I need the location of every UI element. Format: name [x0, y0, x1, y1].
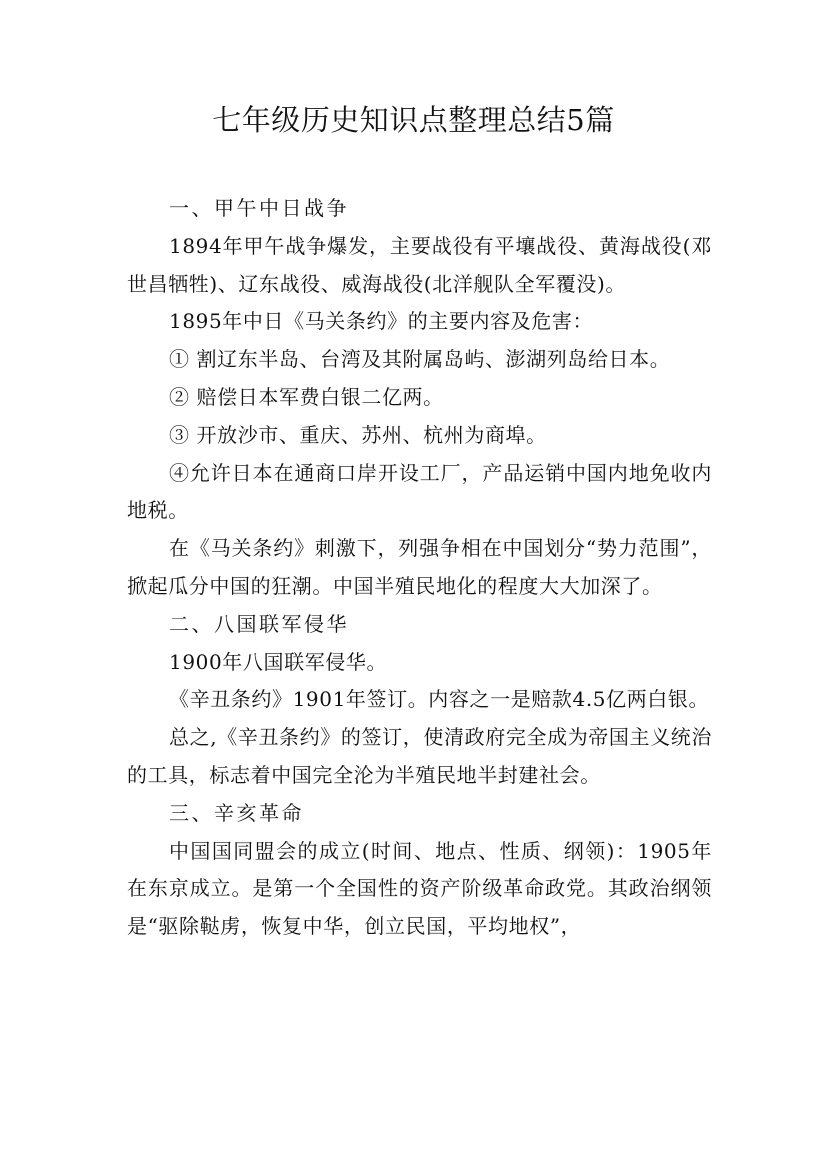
section-heading-3: 三、辛亥革命 — [169, 800, 304, 825]
list-item: ① 割辽东半岛、台湾及其附属岛屿、澎湖列岛给日本。 — [169, 347, 671, 372]
paragraph: 1895年中日《马关条约》的主要内容及危害： — [169, 309, 594, 334]
paragraph: 《辛丑条约》1901年签订。内容之一是赔款4.5亿两白银。 — [169, 687, 710, 712]
paragraph: 1900年八国联军侵华。 — [169, 649, 388, 674]
paragraph: 中国国同盟会的成立(时间、地点、性质、纲领)：1905年在东京成立。是第一个全国性的资产阶级革命政党。其政治纲领是“驱除鞑虏，恢复中华，创立民国，平均地权”， — [127, 838, 712, 939]
paragraph: 总之,《辛丑条约》的签订，使清政府完全成为帝国主义统治的工具，标志着中国完全沦为半殖民地半封建社会。 — [127, 725, 712, 787]
list-item: ③ 开放沙市、重庆、苏州、杭州为商埠。 — [169, 422, 547, 447]
document-title: 七年级历史知识点整理总结5篇 — [212, 103, 615, 137]
document-body — [127, 190, 712, 946]
section-heading-1: 一、甲午中日战争 — [169, 196, 349, 220]
section-heading-2: 二、八国联军侵华 — [169, 611, 349, 636]
list-item: ② 赔偿日本军费白银二亿两。 — [169, 384, 444, 409]
paragraph: 1894年甲午战争爆发，主要战役有平壤战役、黄海战役(邓世昌牺牲)、辽东战役、威海战役(北洋舰队全军覆没)。 — [127, 233, 712, 296]
paragraph: 在《马关条约》刺激下，列强争相在中国划分“势力范围”，掀起瓜分中国的狂潮。中国半殖民地化的程度大大加深了。 — [127, 536, 712, 598]
list-item: ④允许日本在通商口岸开设工厂，产品运销中国内地免收内地税。 — [127, 460, 712, 523]
